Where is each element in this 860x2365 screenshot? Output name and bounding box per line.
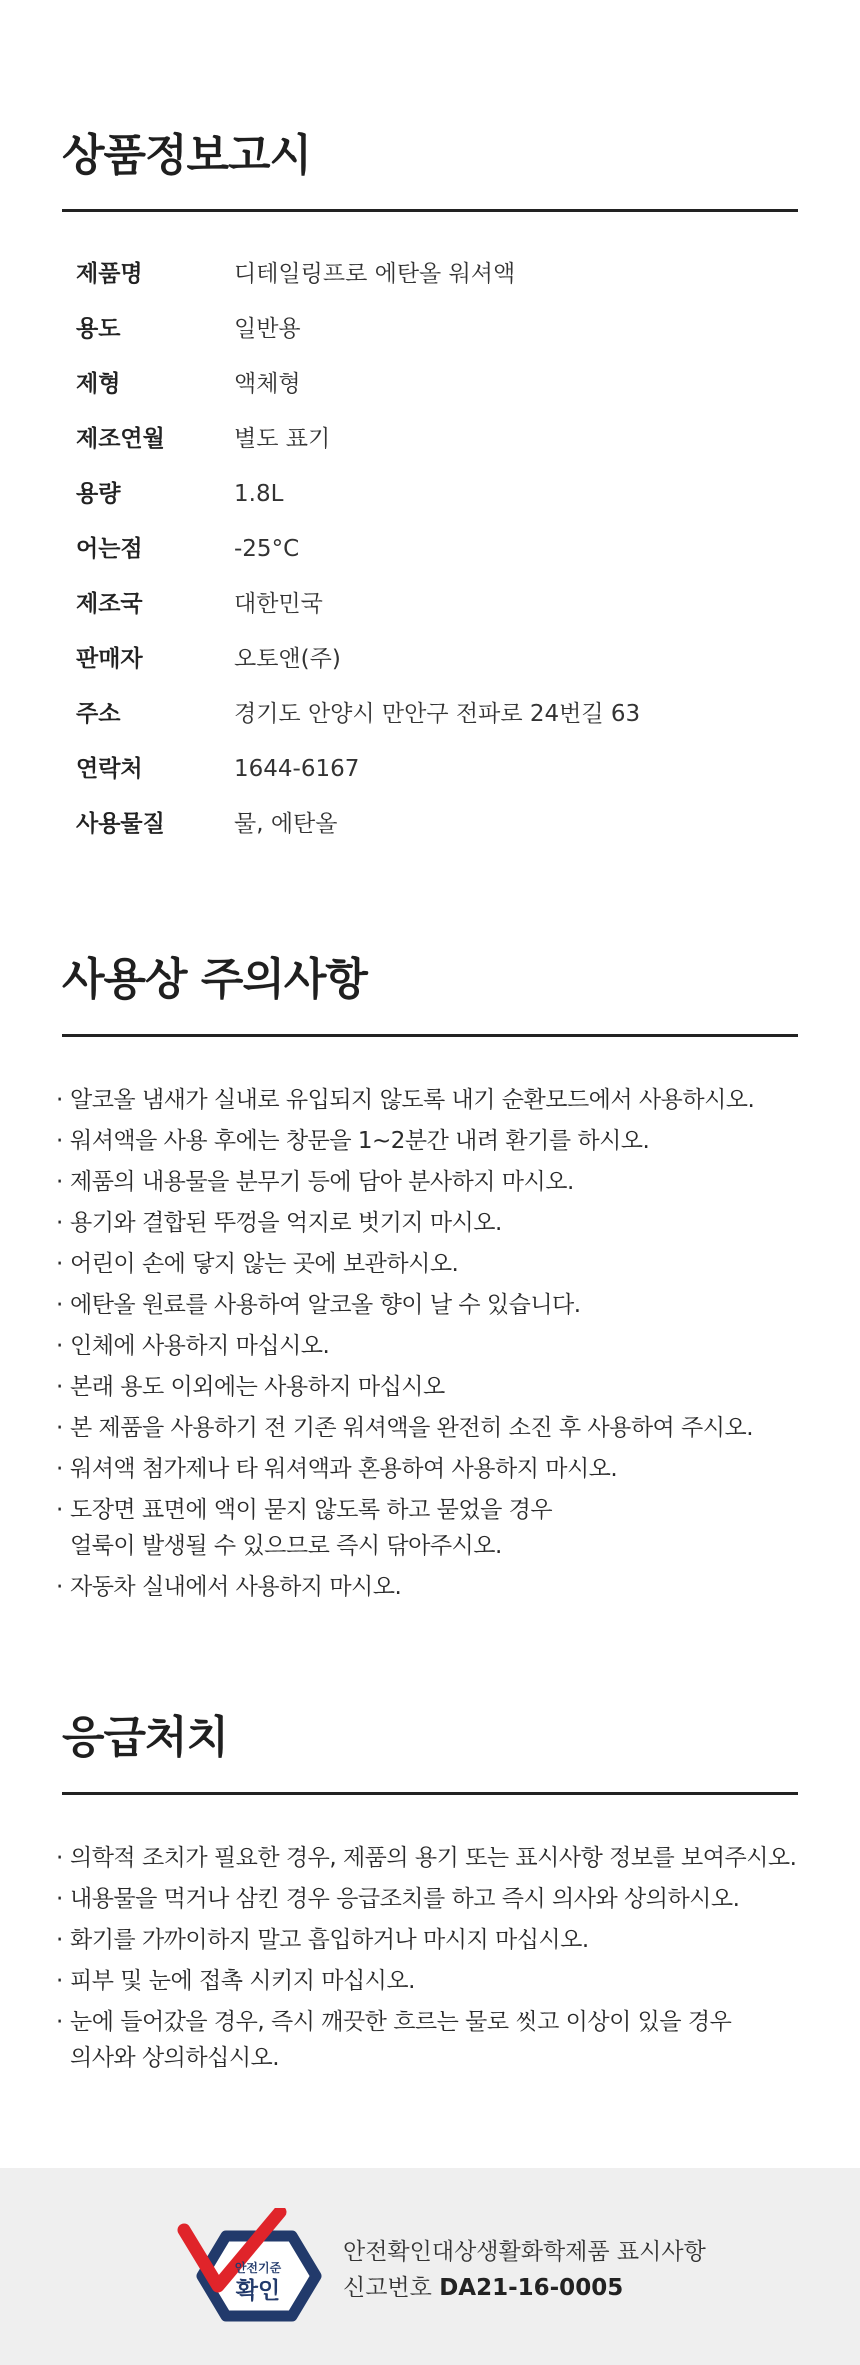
spec-label: 제형 <box>76 371 121 397</box>
spec-label: 제품명 <box>76 261 143 287</box>
spec-label: 제조국 <box>76 591 143 617</box>
spec-label: 주소 <box>76 701 121 727</box>
spec-label: 사용물질 <box>76 811 165 837</box>
spec-label: 용도 <box>76 316 121 342</box>
spec-row-ingredients <box>62 804 798 844</box>
badge-main-text: 확인 <box>235 2278 281 2304</box>
spec-label: 용량 <box>76 481 121 507</box>
spec-row-seller <box>62 639 798 679</box>
first-aid-divider <box>62 1792 798 1795</box>
spec-row-freezing-point <box>62 529 798 569</box>
precautions-title: 사용상 주의사항 <box>62 954 367 1005</box>
spec-row-usage <box>62 309 798 349</box>
spec-value: 일반용 <box>234 316 301 342</box>
first-aid-item: · 내용물을 먹거나 삼킨 경우 응급조치를 하고 즉시 의사와 상의하시오. <box>56 1886 740 1912</box>
spec-row-manufacture-date <box>62 419 798 459</box>
first-aid-item: · 피부 및 눈에 접촉 시키지 마십시오. <box>56 1968 415 1994</box>
spec-value: 1644-6167 <box>234 756 360 782</box>
precaution-item: · 도장면 표면에 액이 묻지 않도록 하고 묻었을 경우 얼룩이 발생될 수 있으므로 즉시 닦아주시오. <box>56 1497 553 1559</box>
precaution-item: · 워셔액 첨가제나 타 워셔액과 혼용하여 사용하지 마시오. <box>56 1456 618 1482</box>
footer-line-2 <box>343 2270 706 2306</box>
precaution-item: · 에탄올 원료를 사용하여 알코올 향이 날 수 있습니다. <box>56 1292 581 1318</box>
registration-label: 신고번호 <box>343 2275 440 2301</box>
spec-label: 연락처 <box>76 756 143 782</box>
precaution-item: · 어린이 손에 닿지 않는 곳에 보관하시오. <box>56 1251 459 1277</box>
spec-row-product-name <box>62 254 798 294</box>
first-aid-item: · 화기를 가까이하지 말고 흡입하거나 마시지 마십시오. <box>56 1927 589 1953</box>
spec-value: 액체형 <box>234 371 301 397</box>
precaution-item: · 자동차 실내에서 사용하지 마시오. <box>56 1574 402 1600</box>
spec-label: 판매자 <box>76 646 143 672</box>
precaution-item: · 본래 용도 이외에는 사용하지 마십시오 <box>56 1374 445 1400</box>
spec-label: 어는점 <box>76 536 143 562</box>
precaution-item: · 알코올 냄새가 실내로 유입되지 않도록 내기 순환모드에서 사용하시오. <box>56 1087 755 1113</box>
spec-row-address <box>62 694 798 734</box>
registration-number: DA21-16-0005 <box>439 2275 624 2301</box>
first-aid-title: 응급처치 <box>62 1712 229 1763</box>
product-info-title: 상품정보고시 <box>62 130 312 181</box>
spec-value: 1.8L <box>234 481 284 507</box>
spec-row-form <box>62 364 798 404</box>
precaution-item: · 본 제품을 사용하기 전 기존 워셔액을 완전히 소진 후 사용하여 주시오. <box>56 1415 754 1441</box>
spec-row-country <box>62 584 798 624</box>
first-aid-item: · 눈에 들어갔을 경우, 즉시 깨끗한 흐르는 물로 씻고 이상이 있을 경우 의사와 상의하십시오. <box>56 2009 732 2071</box>
spec-row-contact <box>62 749 798 789</box>
precautions-divider <box>62 1034 798 1037</box>
badge-top-text: 안전기준 <box>234 2261 282 2275</box>
precaution-item: · 제품의 내용물을 분무기 등에 담아 분사하지 마시오. <box>56 1169 574 1195</box>
precaution-item: · 워셔액을 사용 후에는 창문을 1~2분간 내려 환기를 하시오. <box>56 1128 650 1154</box>
footer-text <box>343 2234 706 2306</box>
safety-footer <box>0 2168 860 2365</box>
spec-row-capacity <box>62 474 798 514</box>
spec-value: -25°C <box>234 536 300 562</box>
spec-value: 경기도 안양시 만안구 전파로 24번길 63 <box>234 701 641 727</box>
spec-value: 오토앤(주) <box>234 646 341 672</box>
safety-check-badge-icon <box>176 2208 322 2328</box>
precaution-item: · 용기와 결합된 뚜껑을 억지로 벗기지 마시오. <box>56 1210 502 1236</box>
spec-value: 디테일링프로 에탄올 워셔액 <box>234 261 516 287</box>
spec-value: 대한민국 <box>234 591 323 617</box>
spec-value: 물, 에탄올 <box>234 811 338 837</box>
spec-label: 제조연월 <box>76 426 165 452</box>
footer-line-1: 안전확인대상생활화학제품 표시사항 <box>343 2239 706 2265</box>
first-aid-item: · 의학적 조치가 필요한 경우, 제품의 용기 또는 표시사항 정보를 보여주시오. <box>56 1845 797 1871</box>
spec-value: 별도 표기 <box>234 426 331 452</box>
product-info-divider <box>62 209 798 212</box>
precaution-item: · 인체에 사용하지 마십시오. <box>56 1333 330 1359</box>
